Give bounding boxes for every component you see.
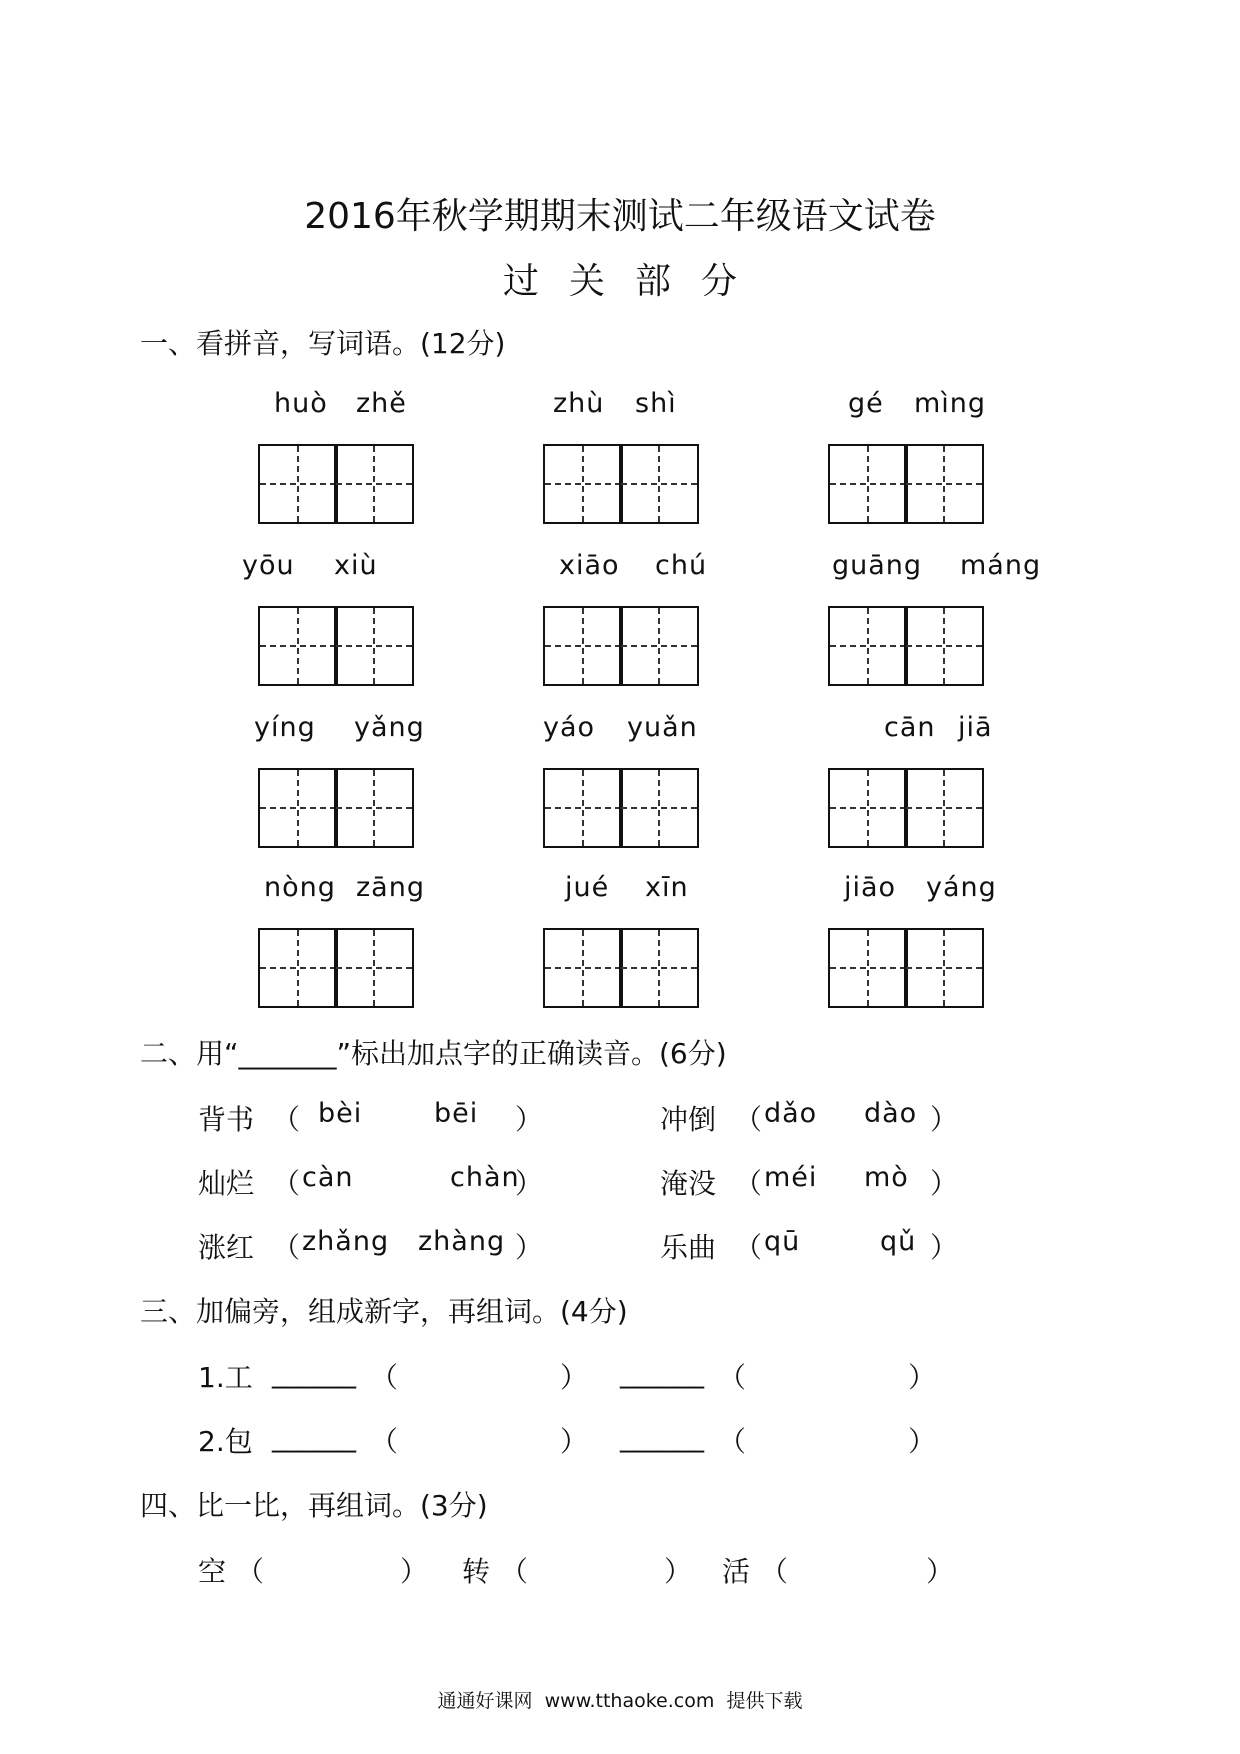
writing-cell[interactable] <box>258 928 338 1008</box>
pinyin-syllable: yíng <box>254 712 316 743</box>
guide-line-vertical <box>373 930 375 1006</box>
paren-close: ） <box>515 1167 544 1200</box>
pinyin-syllable: jiāo <box>844 872 897 903</box>
paren-close: ） <box>908 1425 937 1458</box>
paren-close: ） <box>930 1231 959 1264</box>
pinyin-syllable: máng <box>960 550 1042 581</box>
guide-line-vertical <box>297 608 299 684</box>
pinyin-syllable: jué <box>565 872 610 903</box>
guide-line-vertical <box>867 608 869 684</box>
pinyin-syllable: cān <box>884 712 936 743</box>
s3-blank[interactable]: ______ <box>620 1420 704 1453</box>
paren-open: （ <box>272 1167 301 1200</box>
writing-cell[interactable] <box>543 606 623 686</box>
paren-close: ） <box>664 1555 693 1588</box>
s2-word: 淹没 <box>660 1167 717 1200</box>
paren-open: （ <box>500 1555 529 1588</box>
page-title: 2016年秋学期期末测试二年级语文试卷 <box>304 196 936 237</box>
pinyin-syllable: yáo <box>543 712 596 743</box>
guide-line-vertical <box>582 770 584 846</box>
writing-cell[interactable] <box>904 768 984 848</box>
guide-line-vertical <box>582 930 584 1006</box>
pinyin-syllable: guāng <box>832 550 923 581</box>
writing-cell[interactable] <box>543 768 623 848</box>
pinyin-syllable: zhù <box>553 388 605 419</box>
writing-box-pair <box>543 606 699 684</box>
pinyin-syllable: zhě <box>356 388 407 419</box>
writing-cell[interactable] <box>619 444 699 524</box>
pinyin-syllable: yuǎn <box>627 712 698 743</box>
guide-line-vertical <box>373 446 375 522</box>
guide-line-vertical <box>658 770 660 846</box>
s3-blank[interactable]: ______ <box>272 1356 356 1389</box>
s2-option-a[interactable]: qū <box>764 1226 801 1257</box>
s3-item-label: 1.工 <box>198 1361 253 1394</box>
s2-option-a[interactable]: càn <box>302 1162 354 1193</box>
writing-cell[interactable] <box>334 606 414 686</box>
writing-cell[interactable] <box>828 928 908 1008</box>
guide-line-vertical <box>297 446 299 522</box>
writing-box-pair <box>258 768 414 846</box>
paren-open: （ <box>370 1361 399 1394</box>
pinyin-syllable: jiā <box>958 712 993 743</box>
guide-line-vertical <box>658 930 660 1006</box>
writing-box-pair <box>543 928 699 1006</box>
s2-option-a[interactable]: méi <box>764 1162 818 1193</box>
s2-option-b[interactable]: mò <box>864 1162 909 1193</box>
footer-source: 通通好课网 www.tthaoke.com 提供下载 <box>437 1690 803 1712</box>
s2-word: 灿烂 <box>198 1167 255 1200</box>
page-subtitle: 过关部分 <box>502 261 767 302</box>
writing-cell[interactable] <box>334 768 414 848</box>
s3-item-label: 2.包 <box>198 1425 253 1458</box>
writing-cell[interactable] <box>619 606 699 686</box>
paren-close: ） <box>400 1555 429 1588</box>
writing-cell[interactable] <box>904 928 984 1008</box>
s4-char: 活 <box>722 1555 751 1588</box>
paren-open: （ <box>272 1103 301 1136</box>
writing-cell[interactable] <box>543 928 623 1008</box>
guide-line-vertical <box>297 930 299 1006</box>
writing-box-pair <box>258 444 414 522</box>
guide-line-vertical <box>943 446 945 522</box>
s2-option-a[interactable]: zhǎng <box>302 1226 390 1257</box>
writing-cell[interactable] <box>258 768 338 848</box>
paren-open: （ <box>734 1103 763 1136</box>
s2-option-a[interactable]: bèi <box>318 1098 363 1129</box>
writing-box-pair <box>828 768 984 846</box>
writing-cell[interactable] <box>619 768 699 848</box>
guide-line-vertical <box>943 770 945 846</box>
writing-cell[interactable] <box>828 768 908 848</box>
writing-cell[interactable] <box>258 444 338 524</box>
pinyin-syllable: xiù <box>334 550 378 581</box>
paren-open: （ <box>718 1425 747 1458</box>
writing-cell[interactable] <box>904 444 984 524</box>
s2-option-a[interactable]: dǎo <box>764 1098 818 1129</box>
guide-line-vertical <box>867 446 869 522</box>
paren-close: ） <box>515 1231 544 1264</box>
paren-close: ） <box>930 1167 959 1200</box>
paren-open: （ <box>734 1167 763 1200</box>
paren-close: ） <box>560 1425 589 1458</box>
writing-box-pair <box>258 606 414 684</box>
s2-option-b[interactable]: qǔ <box>880 1226 917 1257</box>
section-2-heading: 二、用“_______”标出加点字的正确读音。(6分) <box>140 1037 727 1070</box>
writing-box-pair <box>543 444 699 522</box>
pinyin-syllable: chú <box>655 550 708 581</box>
pinyin-syllable: yáng <box>926 872 997 903</box>
section-4-heading: 四、比一比，再组词。(3分) <box>140 1489 488 1522</box>
pinyin-syllable: huò <box>274 388 328 419</box>
guide-line-vertical <box>582 608 584 684</box>
s4-char: 空 <box>198 1555 227 1588</box>
guide-line-vertical <box>373 770 375 846</box>
s2-option-b[interactable]: bēi <box>434 1098 479 1129</box>
writing-cell[interactable] <box>258 606 338 686</box>
s3-blank[interactable]: ______ <box>272 1420 356 1453</box>
writing-box-pair <box>828 444 984 522</box>
writing-cell[interactable] <box>904 606 984 686</box>
section-3-heading: 三、加偏旁，组成新字，再组词。(4分) <box>140 1295 628 1328</box>
pinyin-syllable: nòng <box>264 872 336 903</box>
writing-box-pair <box>258 928 414 1006</box>
writing-box-pair <box>543 768 699 846</box>
paren-open: （ <box>272 1231 301 1264</box>
s2-word: 涨红 <box>198 1231 255 1264</box>
writing-cell[interactable] <box>619 928 699 1008</box>
paren-open: （ <box>236 1555 265 1588</box>
paren-open: （ <box>760 1555 789 1588</box>
paren-close: ） <box>515 1103 544 1136</box>
s2-option-b[interactable]: zhàng <box>418 1226 506 1257</box>
writing-cell[interactable] <box>543 444 623 524</box>
s4-char: 转 <box>462 1555 491 1588</box>
pinyin-syllable: yōu <box>242 550 295 581</box>
paren-open: （ <box>718 1361 747 1394</box>
paren-close: ） <box>560 1361 589 1394</box>
pinyin-syllable: zāng <box>356 872 425 903</box>
paren-close: ） <box>908 1361 937 1394</box>
pinyin-syllable: xiāo <box>559 550 620 581</box>
s2-word: 背书 <box>198 1103 255 1136</box>
s2-word: 乐曲 <box>660 1231 717 1264</box>
paren-open: （ <box>734 1231 763 1264</box>
writing-cell[interactable] <box>828 444 908 524</box>
guide-line-vertical <box>658 446 660 522</box>
guide-line-vertical <box>297 770 299 846</box>
pinyin-syllable: gé <box>848 388 884 419</box>
writing-box-pair <box>828 928 984 1006</box>
guide-line-vertical <box>943 930 945 1006</box>
writing-box-pair <box>828 606 984 684</box>
paren-close: ） <box>930 1103 959 1136</box>
guide-line-vertical <box>943 608 945 684</box>
writing-cell[interactable] <box>334 928 414 1008</box>
s2-option-b[interactable]: chàn <box>450 1162 520 1193</box>
section-1-heading: 一、看拼音，写词语。(12分) <box>140 327 506 360</box>
writing-cell[interactable] <box>828 606 908 686</box>
paren-open: （ <box>370 1425 399 1458</box>
pinyin-syllable: yǎng <box>354 712 425 743</box>
s2-option-b[interactable]: dào <box>864 1098 918 1129</box>
pinyin-syllable: mìng <box>914 388 987 419</box>
s2-word: 冲倒 <box>660 1103 717 1136</box>
writing-cell[interactable] <box>334 444 414 524</box>
guide-line-vertical <box>658 608 660 684</box>
guide-line-vertical <box>582 446 584 522</box>
guide-line-vertical <box>373 608 375 684</box>
guide-line-vertical <box>867 770 869 846</box>
s3-blank[interactable]: ______ <box>620 1356 704 1389</box>
pinyin-syllable: shì <box>635 388 677 419</box>
paren-close: ） <box>926 1555 955 1588</box>
pinyin-syllable: xīn <box>645 872 689 903</box>
guide-line-vertical <box>867 930 869 1006</box>
